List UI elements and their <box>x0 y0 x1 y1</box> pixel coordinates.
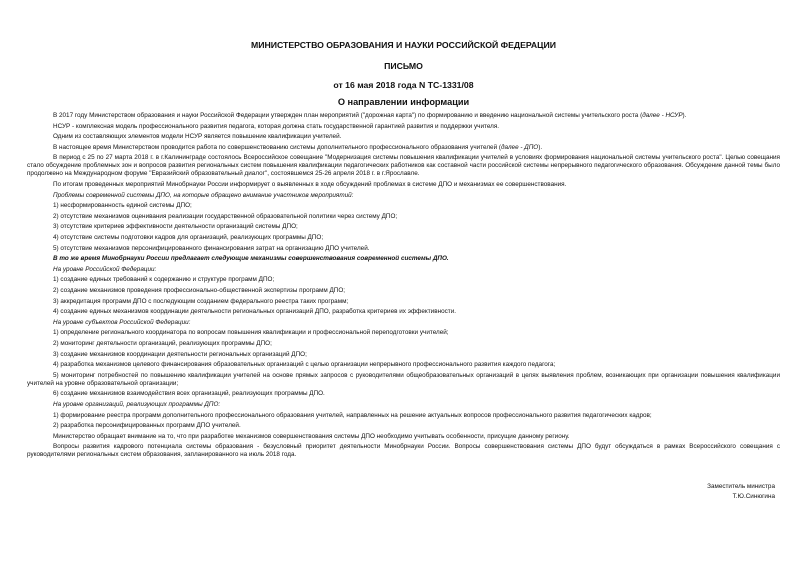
paragraph-text: 3) создание механизмов координации деятельности региональных организаций ДПО; <box>53 350 307 358</box>
document-subject: О направлении информации <box>337 97 470 107</box>
paragraph <box>27 234 780 242</box>
document-body <box>27 112 780 462</box>
paragraph-text: ). <box>538 143 543 151</box>
paragraph <box>27 255 780 263</box>
paragraph <box>27 245 780 253</box>
paragraph-text: 2) разработка персонифицированных программ ДПО учителей. <box>53 422 241 430</box>
paragraph-text: 1) создание единых требований к содержанию и структуре программ ДПО; <box>53 276 275 284</box>
paragraph <box>27 213 780 221</box>
paragraph-text: 5) мониторинг потребностей по повышению квалификации учителей на основе прямых запросов с руководителями общеобразовательных организаций в целях выявления проблем, возникающих при организации повышения квалификации учителей на уровне образовательной организации; <box>27 371 780 387</box>
ministry-title: МИНИСТЕРСТВО ОБРАЗОВАНИЯ И НАУКИ РОССИЙСКОЙ ФЕДЕРАЦИИ <box>250 40 557 50</box>
paragraph-text: На уровне субъектов Российской Федерации: <box>53 318 191 326</box>
paragraph <box>27 133 780 141</box>
paragraph-text: далее - ДПО <box>501 143 539 151</box>
paragraph-text: На уровне Российской Федерации: <box>53 265 157 273</box>
paragraph-text: 2) создание механизмов проведения профессионально-общественной экспертизы программ ДПО; <box>53 287 346 294</box>
paragraph <box>27 329 780 337</box>
paragraph <box>27 351 780 359</box>
paragraph <box>27 298 780 306</box>
paragraph-text: 2) мониторинг деятельности организаций, реализующих программы ДПО; <box>53 339 272 347</box>
paragraph-text: 1) определение регионального координатора по вопросам повышения квалификации и профессиональной переподготовки учителей; <box>53 329 449 337</box>
paragraph <box>27 308 780 316</box>
paragraph-text: В настоящее время Министерством проводится работа по совершенствованию системы дополнительного профессионального образования учителей ( <box>53 143 501 151</box>
paragraph <box>27 433 780 441</box>
paragraph <box>27 401 780 409</box>
paragraph-text: Одним из составляющих элементов модели НСУР является повышение квалификации учителей. <box>53 133 342 141</box>
paragraph <box>27 192 780 200</box>
document-page <box>27 0 780 571</box>
paragraph-text: 4) отсутствие системы подготовки кадров для организаций, реализующих программы ДПО; <box>53 234 324 242</box>
paragraph <box>27 390 780 398</box>
paragraph <box>27 372 780 388</box>
document-date-number: от 16 мая 2018 года N ТС-1331/08 <box>333 80 474 90</box>
paragraph <box>27 202 780 210</box>
paragraph-text: Проблемы современной системы ДПО, на которые обращено внимание участников мероприятий: <box>53 191 354 199</box>
paragraph-text: Вопросы развития кадрового потенциала системы образования - безусловный приоритет деятельности Минобрнауки России. Вопросы совершенствования системы ДПО будут обсуждаться в рамках Всероссийского совещания с руководителями региональных систем образования, запланированного на июль 2018 года. <box>27 443 780 459</box>
paragraph-text: НСУР - комплексная модель профессионального развития педагога, которая должна стать государственной гарантией развития и поддержки учителя. <box>53 122 500 130</box>
paragraph <box>27 112 780 120</box>
paragraph-text: Министерство обращает внимание на то, что при разработке механизмов совершенствования системы ДПО необходимо учитывать особенности, присущие данному региону. <box>53 432 570 440</box>
paragraph <box>27 181 780 189</box>
paragraph-text: 5) отсутствие механизмов персонифицированного финансирования затрат на организацию ДПО учителей. <box>53 244 370 252</box>
paragraph-text: 2) отсутствие механизмов оценивания реализации государственной образовательной политики через систему ДПО; <box>53 212 398 220</box>
paragraph <box>27 266 780 274</box>
paragraph-text: 3) отсутствие критериев эффективности деятельности организаций системы ДПО; <box>53 223 298 231</box>
paragraph-text: ). <box>682 112 687 119</box>
paragraph <box>27 223 780 231</box>
signature-position: Заместитель министра <box>707 483 775 490</box>
paragraph-text: далее - НСУР <box>642 112 683 119</box>
paragraph <box>27 443 780 459</box>
paragraph <box>27 340 780 348</box>
paragraph <box>27 276 780 284</box>
paragraph <box>27 361 780 369</box>
signature-name: Т.Ю.Синюгина <box>732 493 775 500</box>
paragraph-text: По итогам проведенных мероприятий Минобрнауки России информирует о выявленных в ходе обсуждений проблемах в системе ДПО и механизмах ее совершенствования. <box>53 181 567 189</box>
paragraph-text: В период с 25 по 27 марта 2018 г. в г.Калининграде состоялось Всероссийское совещание "Модернизация системы повышения квалификации учителей в условиях формирования национальной системы учительского роста". Целью совещания стало обсуждение проблемных зон и вопросов развития региональных систем повышения квалификации педагогических работников как составной части российской системы непрерывного педагогического образования. Обсуждение данной темы было продолжено на Международном форуме "Евразийский образовательный диалог", состоявшемся 25-26 апреля 2018 г. в г.Ярославле. <box>27 154 780 178</box>
document-type: ПИСЬМО <box>384 61 423 71</box>
paragraph-text: В 2017 году Министерством образования и науки Российской Федерации утвержден план мероприятий ("дорожная карта") по формированию и введению национальной системы учительского роста ( <box>53 112 643 119</box>
paragraph-text: В то же время Минобрнауки России предлагает следующие механизмы совершенствования современной системы ДПО. <box>53 255 449 263</box>
paragraph <box>27 412 780 420</box>
paragraph <box>27 123 780 131</box>
paragraph-text: 1) формирование реестра программ дополнительного профессионального образования учителей, направленных на решение актуальных вопросов профессионального развития педагогических кадров; <box>53 411 652 419</box>
paragraph-text: 6) создание механизмов взаимодействия всех организаций, реализующих программы ДПО. <box>53 390 325 398</box>
paragraph <box>27 287 780 295</box>
paragraph <box>27 422 780 430</box>
paragraph <box>27 154 780 178</box>
paragraph <box>27 144 780 152</box>
paragraph <box>27 319 780 327</box>
paragraph-text: 4) создание единых механизмов координации деятельности региональных организаций ДПО, разработка критериев их эффективности. <box>53 308 457 316</box>
paragraph-text: На уровне организаций, реализующих программы ДПО: <box>53 400 221 408</box>
paragraph-text: 4) разработка механизмов целевого финансирования образовательных организаций с целью организации непрерывного профессионального развития каждого педагога; <box>53 361 556 369</box>
paragraph-text: 3) аккредитация программ ДПО с последующим созданием федерального реестра таких программ; <box>53 297 349 305</box>
paragraph-text: 1) несформированность единой системы ДПО; <box>53 202 192 210</box>
